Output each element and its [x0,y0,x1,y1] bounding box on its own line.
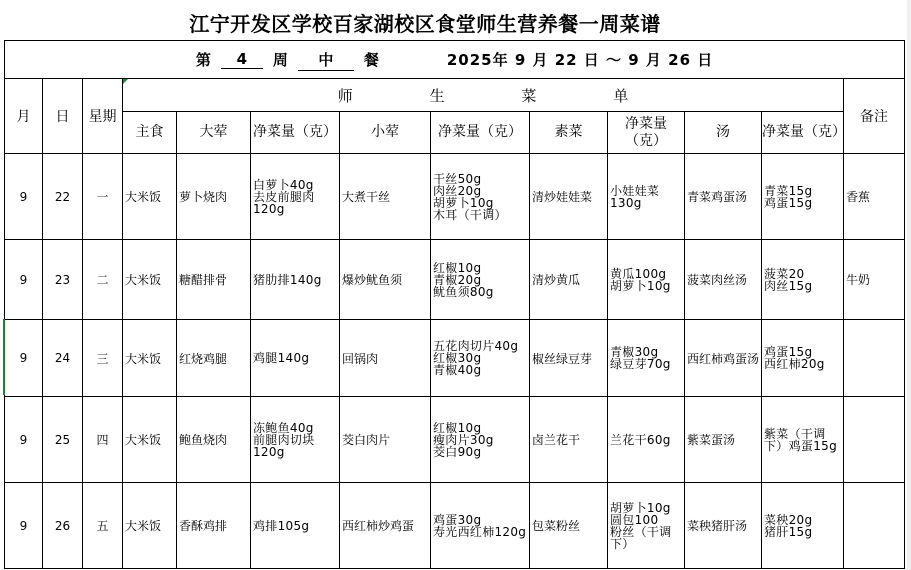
qty-line: 红椒10g [433,260,482,275]
cell-main-meat-qty [251,154,340,240]
cell-veg: 清炒黄瓜 [530,240,608,320]
qty-line: 红椒30g [433,351,482,365]
cell-veg: 清炒娃娃菜 [530,154,608,240]
table-row [5,154,905,240]
cell-main-meat: 香酥鸡排 [177,483,251,569]
qty-line: 圆包100 [610,512,659,527]
cell-side-meat-qty [431,320,530,397]
qty-line: 西红柿20g [764,357,825,371]
table-row [5,240,905,320]
qty-line: 木耳（干调） [433,207,507,222]
qty-line: 鱿鱼须80g [433,284,494,299]
qty-line: 菜秧20g [764,512,813,527]
qty-line: 胡萝卜10g [610,500,671,515]
header-veg: 素菜 [530,112,608,154]
qty-line: 寿光西红柿120g [433,524,527,539]
cell-remark [844,320,905,397]
cell-main-meat: 红烧鸡腿 [177,320,251,397]
cell-main-meat: 糖醋排骨 [177,240,251,320]
cell-soup: 青菜鸡蛋汤 [685,154,762,240]
qty-line: 青菜15g [764,183,813,198]
cell-staple: 大米饭 [123,397,177,483]
cell-day: 26 [43,483,83,569]
qty-line: 茭白90g [433,444,482,459]
qty-line: 胡萝卜10g [433,195,494,210]
weekly-menu-table [4,40,905,569]
cell-veg-qty [608,483,685,569]
qty-line: 粉丝（干调 [610,524,672,539]
week-unit: 周 [272,51,288,69]
header-main-meat: 大荤 [177,112,251,154]
cell-weekday: 四 [83,397,123,483]
cell-side-meat: 茭白肉片 [340,397,431,483]
cell-remark: 香蕉 [844,154,905,240]
group-char-2: 生 [429,86,445,105]
cell-main-meat: 萝卜烧肉 [177,154,251,240]
qty-line: 去皮前腿肉120g [253,189,315,216]
cell-staple: 大米饭 [123,240,177,320]
cell-month: 9 [5,397,43,483]
cell-day: 24 [43,320,83,397]
cell-day: 22 [43,154,83,240]
page-title: 江宁开发区学校百家湖校区食堂师生营养餐一周菜谱 [189,12,661,36]
qty-line: 鸡排105g [253,518,310,533]
cell-main-meat-qty [251,483,340,569]
cell-month: 9 [5,483,43,569]
cell-main-meat-qty [251,240,340,320]
cell-month: 9 [5,320,43,397]
meal-type: 中 [298,49,354,71]
cell-staple: 大米饭 [123,154,177,240]
qty-line: 黄瓜100g [610,266,667,281]
table-row [5,483,905,569]
group-char-4: 单 [613,86,629,105]
cell-month: 9 [5,154,43,240]
qty-line: 青椒30g [610,345,659,359]
cell-side-meat: 西红柿炒鸡蛋 [340,483,431,569]
cell-soup-qty [762,320,844,397]
qty-line: 白萝卜40g [253,177,314,192]
cell-weekday: 三 [83,320,123,397]
qty-line: 菠菜20 [764,266,805,281]
qty-line: 青椒20g [433,272,482,287]
header-group [123,79,844,112]
cell-remark [844,397,905,483]
week-line [5,49,904,71]
week-prefix: 第 [195,51,211,69]
cell-weekday: 五 [83,483,123,569]
qty-line: 前腿肉切块120g [253,432,315,459]
group-char-3: 菜 [521,86,537,105]
cell-soup-qty [762,240,844,320]
cell-day: 25 [43,397,83,483]
qty-line: 兰花干60g [610,432,671,447]
column-header-row [5,112,905,154]
qty-line: 胡萝卜10g [610,278,671,293]
qty-line: 130g [610,195,642,210]
cell-side-meat: 回锅肉 [340,320,431,397]
header-weekday: 星期 [83,79,123,154]
header-day: 日 [43,79,83,154]
header-main-meat-qty: 净菜量（克） [251,112,340,154]
header-soup-qty: 净菜量（克） [762,112,844,154]
week-info-row [5,41,905,79]
qty-line: 下） [610,536,635,551]
cell-remark [844,483,905,569]
cell-staple: 大米饭 [123,483,177,569]
selected-row-indicator [3,319,5,395]
cell-soup: 菜秧猪肝汤 [685,483,762,569]
cell-side-meat-qty [431,240,530,320]
header-soup: 汤 [685,112,762,154]
cell-side-meat: 大煮干丝 [340,154,431,240]
cell-weekday: 一 [83,154,123,240]
header-staple: 主食 [123,112,177,154]
cell-soup: 菠菜肉丝汤 [685,240,762,320]
cell-remark: 牛奶 [844,240,905,320]
cell-side-meat-qty [431,397,530,483]
table-row [5,320,905,397]
week-number: 4 [221,50,263,69]
cell-month: 9 [5,240,43,320]
cell-veg-qty [608,154,685,240]
cell-side-meat: 爆炒鱿鱼须 [340,240,431,320]
cell-veg: 椒丝绿豆芽 [530,320,608,397]
date-range: 2025年 9 月 22 日 ～ 9 月 26 日 [446,51,714,69]
header-side-meat: 小荤 [340,112,431,154]
cell-soup-qty [762,154,844,240]
cell-veg-qty [608,320,685,397]
meal-suffix: 餐 [363,51,379,69]
cell-main-meat-qty [251,320,340,397]
qty-line: 红椒10g [433,420,482,435]
header-month: 月 [5,79,43,154]
cell-veg: 卤兰花干 [530,397,608,483]
cell-soup-qty [762,397,844,483]
qty-line: 小娃娃菜 [610,183,660,198]
cell-main-meat-qty [251,397,340,483]
cell-side-meat-qty [431,154,530,240]
window-edge [907,0,911,570]
qty-line: 五花肉切片40g [433,339,519,353]
qty-line: 瘦肉片30g [433,432,494,447]
cell-veg: 包菜粉丝 [530,483,608,569]
qty-line: 紫菜（干调 [764,426,826,441]
group-header-row [5,79,905,112]
cell-staple: 大米饭 [123,320,177,397]
qty-line: 鸡蛋15g [764,345,813,359]
qty-line: 下）鸡蛋15g [764,438,837,453]
cell-side-meat-qty [431,483,530,569]
qty-line: 鸡蛋15g [764,195,813,210]
cell-soup: 西红柿鸡蛋汤 [685,320,762,397]
qty-line: 肉丝20g [433,183,482,198]
qty-line: 冻鲍鱼40g [253,420,314,435]
qty-line: 干丝50g [433,171,482,186]
header-side-meat-qty: 净菜量（克） [431,112,530,154]
cell-soup-qty [762,483,844,569]
group-char-1: 师 [337,86,353,105]
cell-comment-marker [123,79,128,84]
qty-line: 鸡腿140g [253,351,310,365]
cell-soup: 紫菜蛋汤 [685,397,762,483]
cell-veg-qty [608,397,685,483]
cell-day: 23 [43,240,83,320]
header-remark: 备注 [844,79,905,154]
qty-line: 绿豆芽70g [610,357,671,371]
qty-line: 青椒40g [433,363,482,377]
qty-line: 猪肝15g [764,524,813,539]
cell-veg-qty [608,240,685,320]
cell-weekday: 二 [83,240,123,320]
table-row [5,397,905,483]
cell-main-meat: 鲍鱼烧肉 [177,397,251,483]
qty-line: 鸡蛋30g [433,512,482,527]
qty-line: 猪肋排140g [253,272,322,287]
header-veg-qty: 净菜量（克） [608,112,685,154]
qty-line: 肉丝15g [764,278,813,293]
